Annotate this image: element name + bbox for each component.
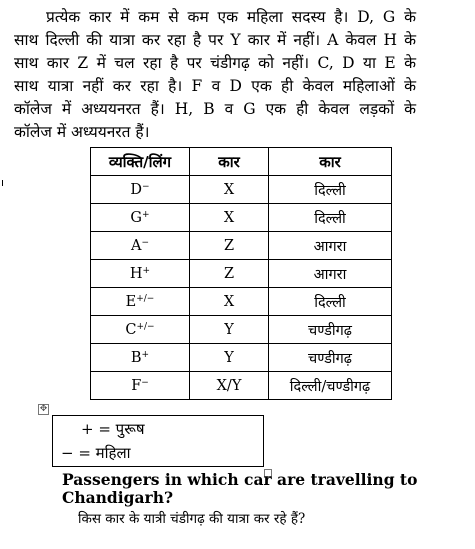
person-cell: A− <box>91 232 190 260</box>
person-cell: G+ <box>91 204 190 232</box>
table-row <box>91 232 392 260</box>
arrangement-table <box>90 147 392 400</box>
city-cell: आगरा <box>269 232 392 260</box>
table-row <box>91 260 392 288</box>
paragraph-line: साथ दिल्ली की यात्रा कर रहा है पर Y कार में नहीं। A केवल H के <box>14 31 416 49</box>
header-destination: कार <box>269 148 392 176</box>
city-cell: दिल्ली/चण्डीगढ़ <box>269 372 392 400</box>
car-cell: X <box>190 204 269 232</box>
car-cell: X/Y <box>190 372 269 400</box>
table-row <box>91 204 392 232</box>
car-cell: X <box>190 176 269 204</box>
car-cell: Z <box>190 232 269 260</box>
person-cell: B+ <box>91 344 190 372</box>
table-row <box>91 316 392 344</box>
question-english <box>62 470 418 507</box>
table-row <box>91 288 392 316</box>
header-person-gender: व्यक्ति/लिंग <box>91 148 190 176</box>
question-line-1: Passengers in which car are travelling to <box>62 470 418 489</box>
car-cell: Y <box>190 316 269 344</box>
city-cell: दिल्ली <box>269 288 392 316</box>
person-cell: E+/− <box>91 288 190 316</box>
move-handle-icon[interactable]: ✥ <box>39 404 48 414</box>
paragraph-line: प्रत्येक कार में कम से कम एक महिला सदस्य है। D, G के <box>46 8 416 26</box>
paragraph-line: साथ कार Z में चल रहा है पर चंडीगढ़ को नहीं। C, D या E के <box>14 54 416 72</box>
person-cell: C+/− <box>91 316 190 344</box>
person-cell: F− <box>91 372 190 400</box>
legend-box <box>52 415 264 467</box>
city-cell: आगरा <box>269 260 392 288</box>
table-row <box>91 372 392 400</box>
car-cell: Z <box>190 260 269 288</box>
table-row <box>91 344 392 372</box>
paragraph-line: कॉलेज में अध्ययनरत हैं। H, B व G एक ही केवल लड़कों के <box>14 100 416 118</box>
person-cell: H+ <box>91 260 190 288</box>
person-cell: D− <box>91 176 190 204</box>
legend-female: − = महिला <box>61 444 131 462</box>
paragraph-line: कॉलेज में अध्ययनरत हैं। <box>14 123 150 141</box>
question-line-2: Chandigarh? <box>62 488 174 507</box>
header-car: कार <box>190 148 269 176</box>
car-cell: Y <box>190 344 269 372</box>
car-cell: X <box>190 288 269 316</box>
table-row <box>91 176 392 204</box>
city-cell: दिल्ली <box>269 176 392 204</box>
text-cursor-mark <box>2 180 3 186</box>
table-header-row <box>91 148 392 176</box>
city-cell: दिल्ली <box>269 204 392 232</box>
legend-male: + = पुरूष <box>81 420 145 438</box>
puzzle-paragraph <box>14 6 416 144</box>
city-cell: चण्डीगढ़ <box>269 316 392 344</box>
paragraph-line: साथ यात्रा नहीं कर रहा है। F व D एक ही केवल महिलाओं के <box>14 77 416 95</box>
question-hindi: किस कार के यात्री चंडीगढ़ की यात्रा कर रहे हैं? <box>78 511 306 527</box>
city-cell: चण्डीगढ़ <box>269 344 392 372</box>
